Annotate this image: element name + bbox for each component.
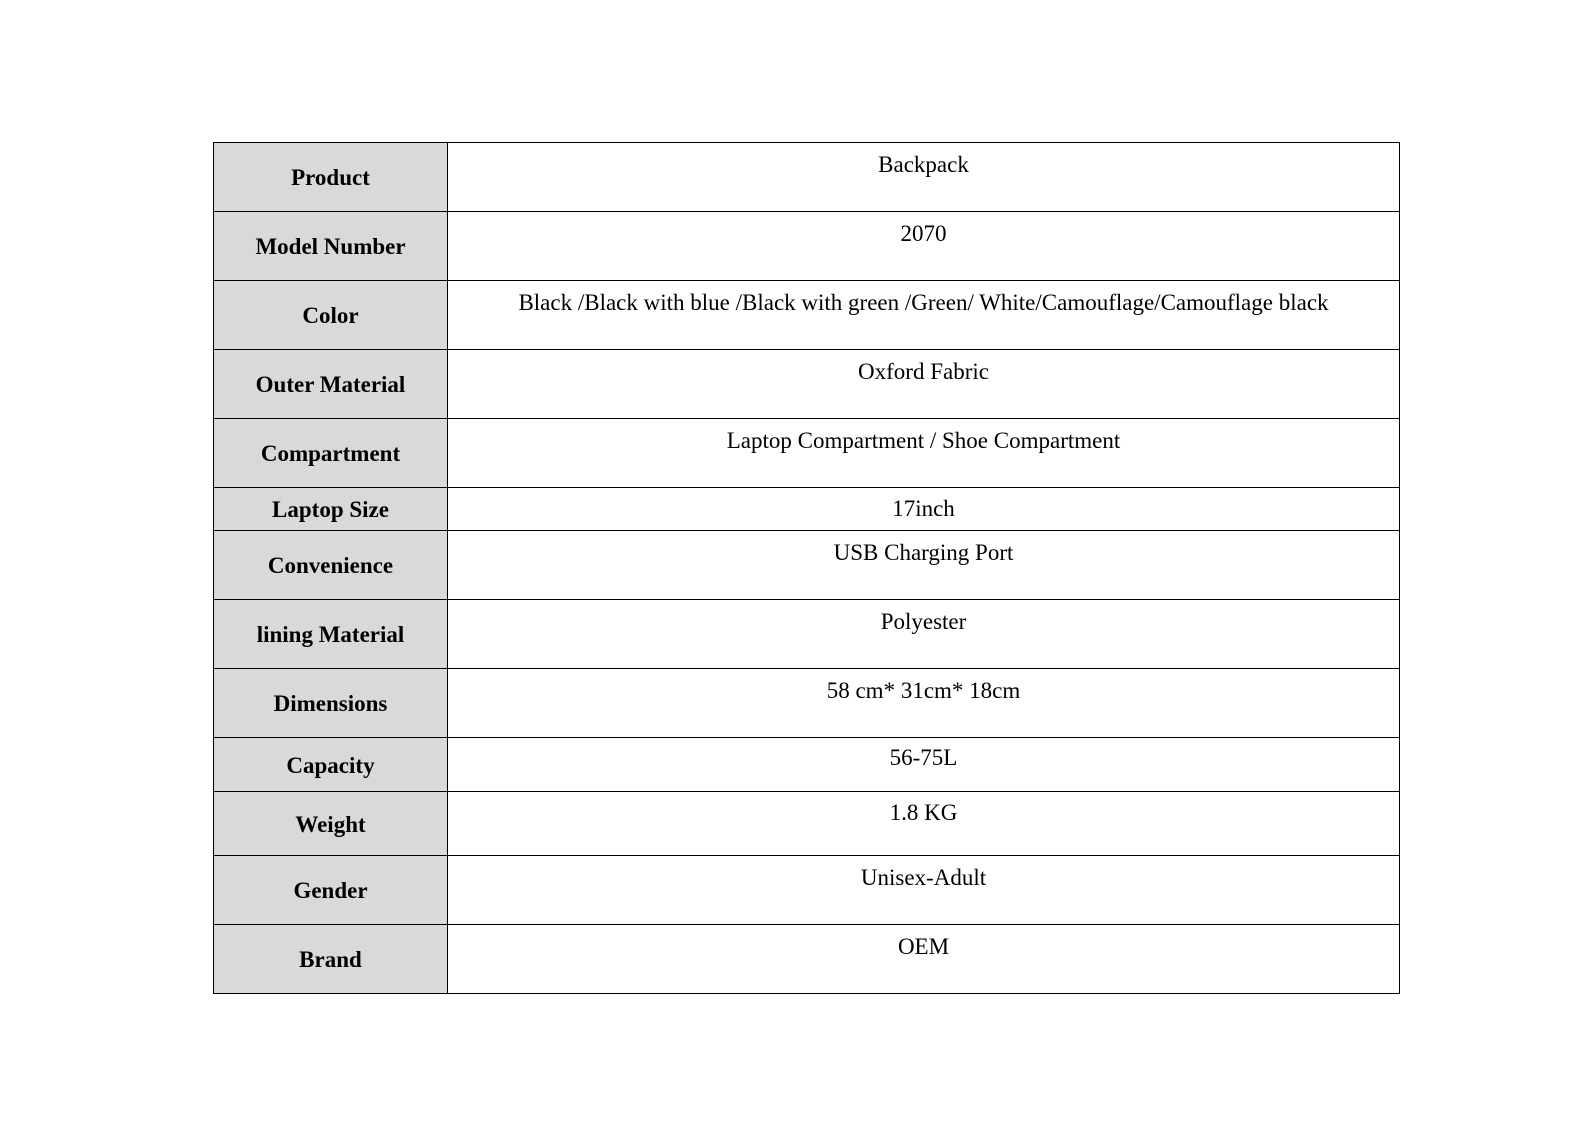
row-value: 2070 <box>448 212 1400 281</box>
row-label: Convenience <box>214 531 448 600</box>
row-label: Compartment <box>214 419 448 488</box>
table-row <box>214 281 1400 350</box>
row-label: Weight <box>214 792 448 856</box>
row-label: Outer Material <box>214 350 448 419</box>
row-label: Capacity <box>214 738 448 792</box>
row-label: Color <box>214 281 448 350</box>
row-value: Polyester <box>448 600 1400 669</box>
row-value: Unisex-Adult <box>448 856 1400 925</box>
table-row <box>214 531 1400 600</box>
row-label: Product <box>214 143 448 212</box>
row-label: Brand <box>214 925 448 994</box>
table-row <box>214 143 1400 212</box>
row-value: 58 cm* 31cm* 18cm <box>448 669 1400 738</box>
row-label: Gender <box>214 856 448 925</box>
table-row <box>214 925 1400 994</box>
table-row <box>214 600 1400 669</box>
row-value: Backpack <box>448 143 1400 212</box>
row-value: USB Charging Port <box>448 531 1400 600</box>
row-value: Oxford Fabric <box>448 350 1400 419</box>
table-row <box>214 856 1400 925</box>
row-label: Dimensions <box>214 669 448 738</box>
table-row <box>214 212 1400 281</box>
row-value: 17inch <box>448 488 1400 531</box>
table-row <box>214 738 1400 792</box>
row-label: Laptop Size <box>214 488 448 531</box>
row-value: Black /Black with blue /Black with green /Green/ White/Camouflage/Camouflage black <box>448 281 1400 350</box>
table-row <box>214 419 1400 488</box>
row-value: 56-75L <box>448 738 1400 792</box>
table-row <box>214 488 1400 531</box>
row-value: OEM <box>448 925 1400 994</box>
table-row <box>214 350 1400 419</box>
row-label: Model Number <box>214 212 448 281</box>
row-value: 1.8 KG <box>448 792 1400 856</box>
table-row <box>214 669 1400 738</box>
product-spec-table <box>213 142 1400 994</box>
row-value: Laptop Compartment / Shoe Compartment <box>448 419 1400 488</box>
table-row <box>214 792 1400 856</box>
row-label: lining Material <box>214 600 448 669</box>
